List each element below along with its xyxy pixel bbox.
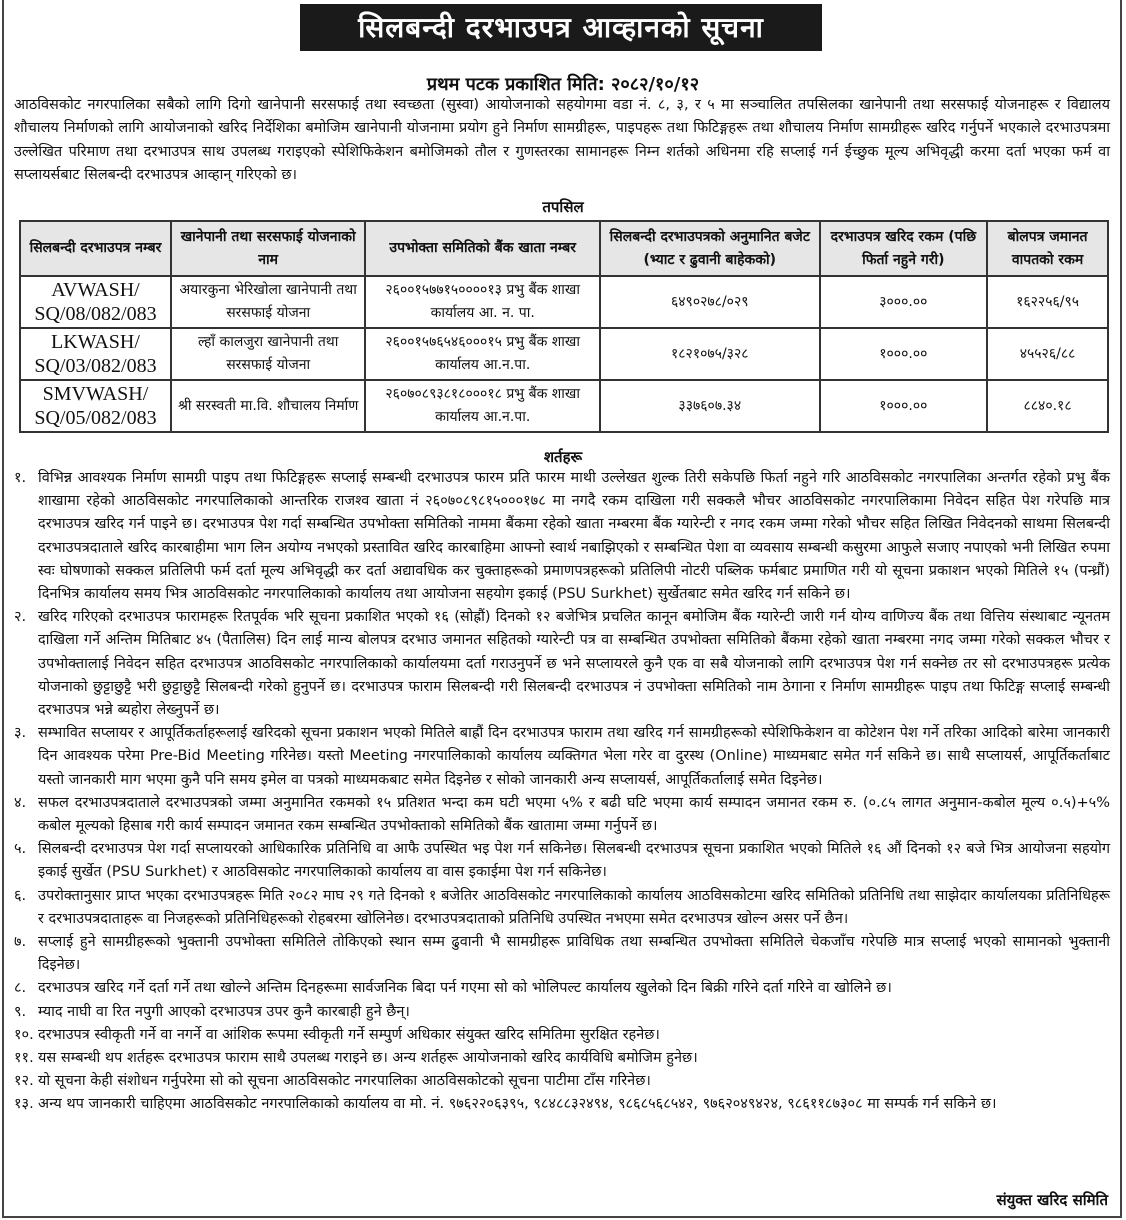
intro-paragraph: आठविसकोट नगरपालिका सबैको लागि दिगो खानेपानी सरसफाई तथा स्वच्छता (सुस्वा) आयोजनाको सहयोगमा वडा नं. ८, ३, र ५ मा सञ्चालित तपसिलका खानेपानी तथा सरसफाई योजनाहरू र विद्यालय शौचालय निर्माणको लागि आयोजनाको खरिद निर्देशिका बमोजिम खानेपानी योजनामा प्रयोग हुने निर्माण सामग्रीहरू, पाइपहरू तथा फिटिङ्गहरू तथा शौचालय निर्माण सामग्रीहरू खरिद गर्नुपर्ने भएकाले दरभाउपत्रमा उल्लेखित परिमाण तथा दरभाउपत्र साथ उपलब्ध गराइएको स्पेशिफिकेशन बमोजिमको तौल र गुणस्तरका सामानहरू निम्न शर्तको अधिनमा रहि सप्लाई गर्न ईच्छुक मूल्य अभिवृद्धी करमा दर्ता भएका फर्म वा सप्लायर्सबाट सिलबन्दी दरभाउपत्र आव्हान् गरिएको छ। (14, 97, 1110, 184)
term-number: १२. (14, 1073, 34, 1090)
table-cell: २६००१५७६५४६०००१५ प्रभु बैंक शाखा कार्यालय आ.न.पा. (365, 328, 600, 380)
table-cell: SMVWASH/ SQ/05/082/083 (20, 380, 171, 432)
term-item (14, 1001, 1110, 1024)
term-text: खरिद गरिएको दरभाउपत्र फारामहरू रितपूर्वक भरि सूचना प्रकाशित भएको १६ (सोह्रौं) दिनको १२ बजेभित्र प्रचलित कानून बमोजिम बैंक ग्यारेन्टी जारी गर्न योग्य वाणिज्य बैंक तथा वित्तिय संस्थाबाट न्यूनतम दाखिला गर्ने अन्तिम मितिबाट ४५ (पैतालिस) दिन लाई मान्य बोलपत्र दरभाउ जमानत सहितको ग्यारेन्टी पत्र वा सम्बन्धित उपभोक्ता समितिको बैंकमा रहेको खाता नम्बरमा नगद जम्मा गरेको सक्कल भौचर र उपभोक्तालाई निवेदन सहित दरभाउपत्र आठविसकोट नगरपालिकाको कार्यालयमा दर्ता गराउनुपर्ने छ भने सप्लायरले कुनै एक वा सबै योजनाको लागि दरभाउपत्र पेश गर्न सक्नेछ तर सो दरभाउपत्रहरू प्रत्येक योजनाको छुट्टाछुट्टै भरी छुट्टाछुट्टै सिलबन्दी गरेको हुनुपर्ने छ। दरभाउपत्र फाराम सिलबन्दी गरी सिलबन्दी दरभाउपत्र नं उपभोक्ता समितिको नाम ठेगाना र निर्माण सामग्रीहरू पाइप तथा फिटिङ्ग सप्लाई सम्बन्धी दरभाउपत्र भन्ने ब्यहोरा लेख्नुपर्ने छ। (38, 609, 1110, 719)
term-number: ३. (14, 725, 27, 742)
term-item (14, 931, 1110, 977)
term-number: १३. (14, 1096, 34, 1113)
bid-table (19, 220, 1109, 433)
term-item (14, 977, 1110, 1000)
table-cell: १०००.०० (820, 328, 988, 380)
term-item (14, 1024, 1110, 1047)
table-cell: ८८४०.१८ (987, 380, 1108, 432)
term-text: सिलबन्दी दरभाउपत्र पेश गर्दा सप्लायरको आधिकारिक प्रतिनिधि वा आफै उपस्थित भइ पेश गर्न सकिनेछ। सिलबन्धी दरभाउपत्र सूचना प्रकाशित भएको मितिले १६ औं दिनको १२ बजे भित्र आयोजना सहयोग इकाई सुर्खेत (PSU Surkhet) र आठविसकोट नगरपालिकाको कार्यालय वा वास इकाईमा पेश गर्न सकिनेछ। (38, 841, 1110, 881)
term-text: विभिन्न आवश्यक निर्माण सामग्री पाइप तथा फिटिङ्गहरू सप्लाई सम्बन्धी दरभाउपत्र फारम प्रति फारम माथी उल्लेखत शुल्क तिरी सकेपछि फिर्ता नहुने गरि आठविसकोट नगरपालिका अन्तर्गत रहेको प्रभु बैंक शाखामा रहेको आठविसकोट नगरपालिकाको आन्तरिक राजश्व खाता नं २६०७०८९८१५०००१७८ मा नगदै रकम दाखिला गरी सक्कलै भौचर आठविसकोट नगरपालिकामा निवेदन सहित पेश गरेपछि मात्र दरभाउपत्र खरिद गर्न पाइने छ। दरभाउपत्र पेश गर्दा सम्बन्धित उपभोक्ता समितिको नाममा बैंकमा रहेको खाता नम्बरमा बैंक ग्यारेन्टी र नगद रकम जम्मा गरेको भौचर सहित लिखित निवेदनको साथमा सिलबन्दी दरभाउपत्रदाताले खरिद कारबाहीमा भाग लिन अयोग्य नभएको प्रस्तावित खरिद कारबाहिमा आफ्नो स्वार्थ नबाझिएको र सम्बन्धित पेशा वा व्यवसाय सम्बन्धी कसुरमा आफुले सजाए नपाएको भनी लिखित रुपमा स्वः घोषणाको सक्कल प्रतिलिपी फर्म दर्ता मूल्य अभिवृद्धी कर दर्ता अद्यावधिक कर चुक्ताहरूको प्रमाणपत्रहरूको प्रतिलिपी नोटरी पब्लिक फर्मबाट प्रमाणित गरी यो सूचना प्रकाशन भएको मितिले १५ (पन्ध्रौं) दिनभित्र कार्यालय समय भित्र आठविसकोट नगरपालिकाको कार्यालय तथा आयोजना सहयोग इकाई (PSU Surkhet) सुर्खेतबाट समेत खरिद गर्न सकिने छ। (38, 470, 1110, 603)
term-text: म्याद नाघी वा रित नपुगी आएको दरभाउपत्र उपर कुनै कारबाही हुने छैन्। (38, 1003, 410, 1020)
term-text: सफल दरभाउपत्रदाताले दरभाउपत्रको जम्मा अनुमानित रकमको १५ प्रतिशत भन्दा कम घटी भएमा ५% र बढी घटि भएमा कार्य सम्पादन जमानत रकम रु. (०.८५ लागत अनुमान-कबोल मूल्य ०.५)+५% कबोल मूल्यको हिसाब गरी कार्य सम्पादन जमानत रकम सम्बन्धित उपभोक्ताको समितिको बैंक खातामा जम्मा गर्नुपर्ने छ। (38, 794, 1110, 835)
table-cell: १६२२५६/९५ (987, 276, 1108, 328)
term-item (14, 885, 1110, 931)
term-text: दरभाउपत्र स्वीकृती गर्ने वा नगर्ने वा आंशिक रूपमा स्वीकृती गर्ने सम्पुर्ण अधिकार संयुक्त खरिद समितिमा सुरक्षित रहनेछ। (38, 1026, 660, 1043)
table-cell: AVWASH/ SQ/08/082/083 (20, 276, 171, 328)
term-number: ४. (14, 794, 27, 811)
table-cell: २६०७०८९३८१८०००१८ प्रभु बैंक शाखा कार्यालय आ.न.पा. (365, 380, 600, 432)
column-header: उपभोक्ता समितिको बैंक खाता नम्बर (365, 221, 600, 276)
table-cell: ४५५२६/८८ (987, 328, 1108, 380)
term-text: दरभाउपत्र खरिद गर्ने दर्ता गर्ने तथा खोल्ने अन्तिम दिनहरूमा सार्वजनिक बिदा पर्न गएमा सो को भोलिपल्ट कार्यालय खुलेको दिन बिक्री गरिने दर्ता गरिने वा खोलिने छ। (38, 980, 892, 997)
publish-date: प्रथम पटक प्रकाशित मिति: २०८२/१०/१२ (426, 74, 700, 95)
table-cell: १०००.०० (820, 380, 988, 432)
term-number: ८. (14, 980, 27, 997)
table-cell: ल्हाँ कालजुरा खानेपानी तथा सरसफाई योजना (171, 328, 366, 380)
term-item (14, 467, 1110, 606)
table-row (20, 380, 1108, 432)
term-item (14, 606, 1110, 722)
table-cell: अयारकुना भेरिखोला खानेपानी तथा सरसफाई योजना (171, 276, 366, 328)
term-text: यस सम्बन्धी थप शर्तहरू दरभाउपत्र फाराम साथै उपलब्ध गराइने छ। अन्य शर्तहरू आयोजनाको खरिद कार्यविधि बमोजिम हुनेछ। (38, 1050, 698, 1067)
term-number: २. (14, 609, 27, 626)
term-number: १. (14, 470, 27, 486)
column-header: सिलबन्दी दरभाउपत्र नम्बर (20, 221, 171, 276)
terms-list (14, 467, 1110, 1117)
table-cell: १८२१०७५/३२८ (600, 328, 820, 380)
table-row (20, 276, 1108, 328)
term-text: यो सूचना केही संशोधन गर्नुपरेमा सो को सूचना आठविसकोट नगरपालिका आठविसकोटको सूचना पाटीमा टाँस गरिनेछ। (38, 1073, 651, 1090)
table-heading: तपसिल (542, 198, 584, 216)
term-number: ११. (14, 1050, 34, 1067)
term-item (14, 1070, 1110, 1093)
term-item (14, 792, 1110, 838)
table-cell: ३०००.०० (820, 276, 988, 328)
terms-heading: शर्तहरू (543, 448, 583, 466)
table-cell: श्री सरस्वती मा.वि. शौचालय निर्माण (171, 380, 366, 432)
term-item (14, 1047, 1110, 1070)
term-text: उपरोक्तानुसार प्राप्त भएका दरभाउपत्रहरू मिति २०८२ माघ २९ गते दिनको १ बजेतिर आठविसकोट नगरपालिकाको कार्यालय आठविसकोटमा खरिद समितिको प्रतिनिधि तथा साझेदार कार्यालयका प्रतिनिधिहरू र दरभाउपत्रदाताहरू वा निजहरूको प्रतिनिधिहरूको रोहबरमा खोलिनेछ। दरभाउपत्रदाताको प्रतिनिधि उपस्थित नभएमा समेत दरभाउपत्र खोल्न असर पर्ने छैन। (38, 887, 1110, 927)
column-header: खानेपानी तथा सरसफाई योजनाको नाम (171, 221, 366, 276)
column-header: दरभाउपत्र खरिद रकम (पछि फिर्ता नहुने गरी) (820, 221, 988, 276)
table-cell: २६००१५७७१५००००१३ प्रभु बैंक शाखा कार्यालय आ. न. पा. (365, 276, 600, 328)
table-cell: ३३७६०७.३४ (600, 380, 820, 432)
term-number: ९. (14, 1003, 27, 1020)
term-item (14, 1093, 1110, 1116)
term-number: १०. (14, 1026, 34, 1043)
column-header: बोलपत्र जमानत वापतको रकम (987, 221, 1108, 276)
notice-title: सिलबन्दी दरभाउपत्र आव्हानको सूचना (300, 4, 822, 51)
term-number: ६. (14, 887, 27, 904)
term-text: सम्भावित सप्लायर र आपूर्तिकर्ताहरूलाई खरिदको सूचना प्रकाशन भएको मितिले बाह्रौं दिन दरभाउपत्र फाराम तथा खरिद गर्न सामग्रीहरूको स्पेशिफिकेशन वा कोटेशन पेश गर्ने तरिका आदिको बारेमा जानकारी दिन आवश्यक परेमा Pre-Bid Meeting गरिनेछ। यस्तो Meeting नगरपालिकाको कार्यालय व्यक्तिगत भेला गरेर वा दुरस्थ (Online) माध्यमबाट समेत गर्न सकिने छ। साथै सप्लायर्स, आपूर्तिकर्ताबाट यस्तो जानकारी माग भएमा कुनै पनि समय इमेल वा पत्रको माध्यमकबाट समेत दिइनेछ र सोको जानकारी अन्य सप्लायर्स, आपूर्तिकर्तालाई समेत दिइनेछ। (38, 725, 1110, 788)
table-cell: LKWASH/ SQ/03/082/083 (20, 328, 171, 380)
column-header: सिलबन्दी दरभाउपत्रको अनुमानित बजेट (भ्याट र ढुवानी बाहेकको) (600, 221, 820, 276)
term-text: सप्लाई हुने सामग्रीहरूको भुक्तानी उपभोक्ता समितिले तोकिएको स्थान सम्म ढुवानी भै सामग्रीहरू प्राविधिक तथा सम्बन्धित उपभोक्ता समितिले चेकजाँच गरेपछि मात्र सप्लाई भएको सामानको भुक्तानी दिइनेछ। (38, 934, 1110, 974)
term-number: ७. (14, 934, 27, 951)
signature: संयुक्त खरिद समिति (996, 1191, 1108, 1209)
term-number: ५. (14, 841, 27, 858)
term-item (14, 722, 1110, 792)
table-header-row (20, 221, 1108, 276)
term-text: अन्य थप जानकारी चाहिएमा आठविसकोट नगरपालिकाको कार्यालय वा मो. नं. ९७६२२०६३९५, ९८४८८३२४९४, ९८६८५६८५४२, ९७६२०४९४२४, ९८६११८७३०८ मा सम्पर्क गर्न सकिने छ। (38, 1096, 997, 1113)
term-item (14, 838, 1110, 884)
table-row (20, 328, 1108, 380)
table-cell: ६४९०२७८/०२९ (600, 276, 820, 328)
